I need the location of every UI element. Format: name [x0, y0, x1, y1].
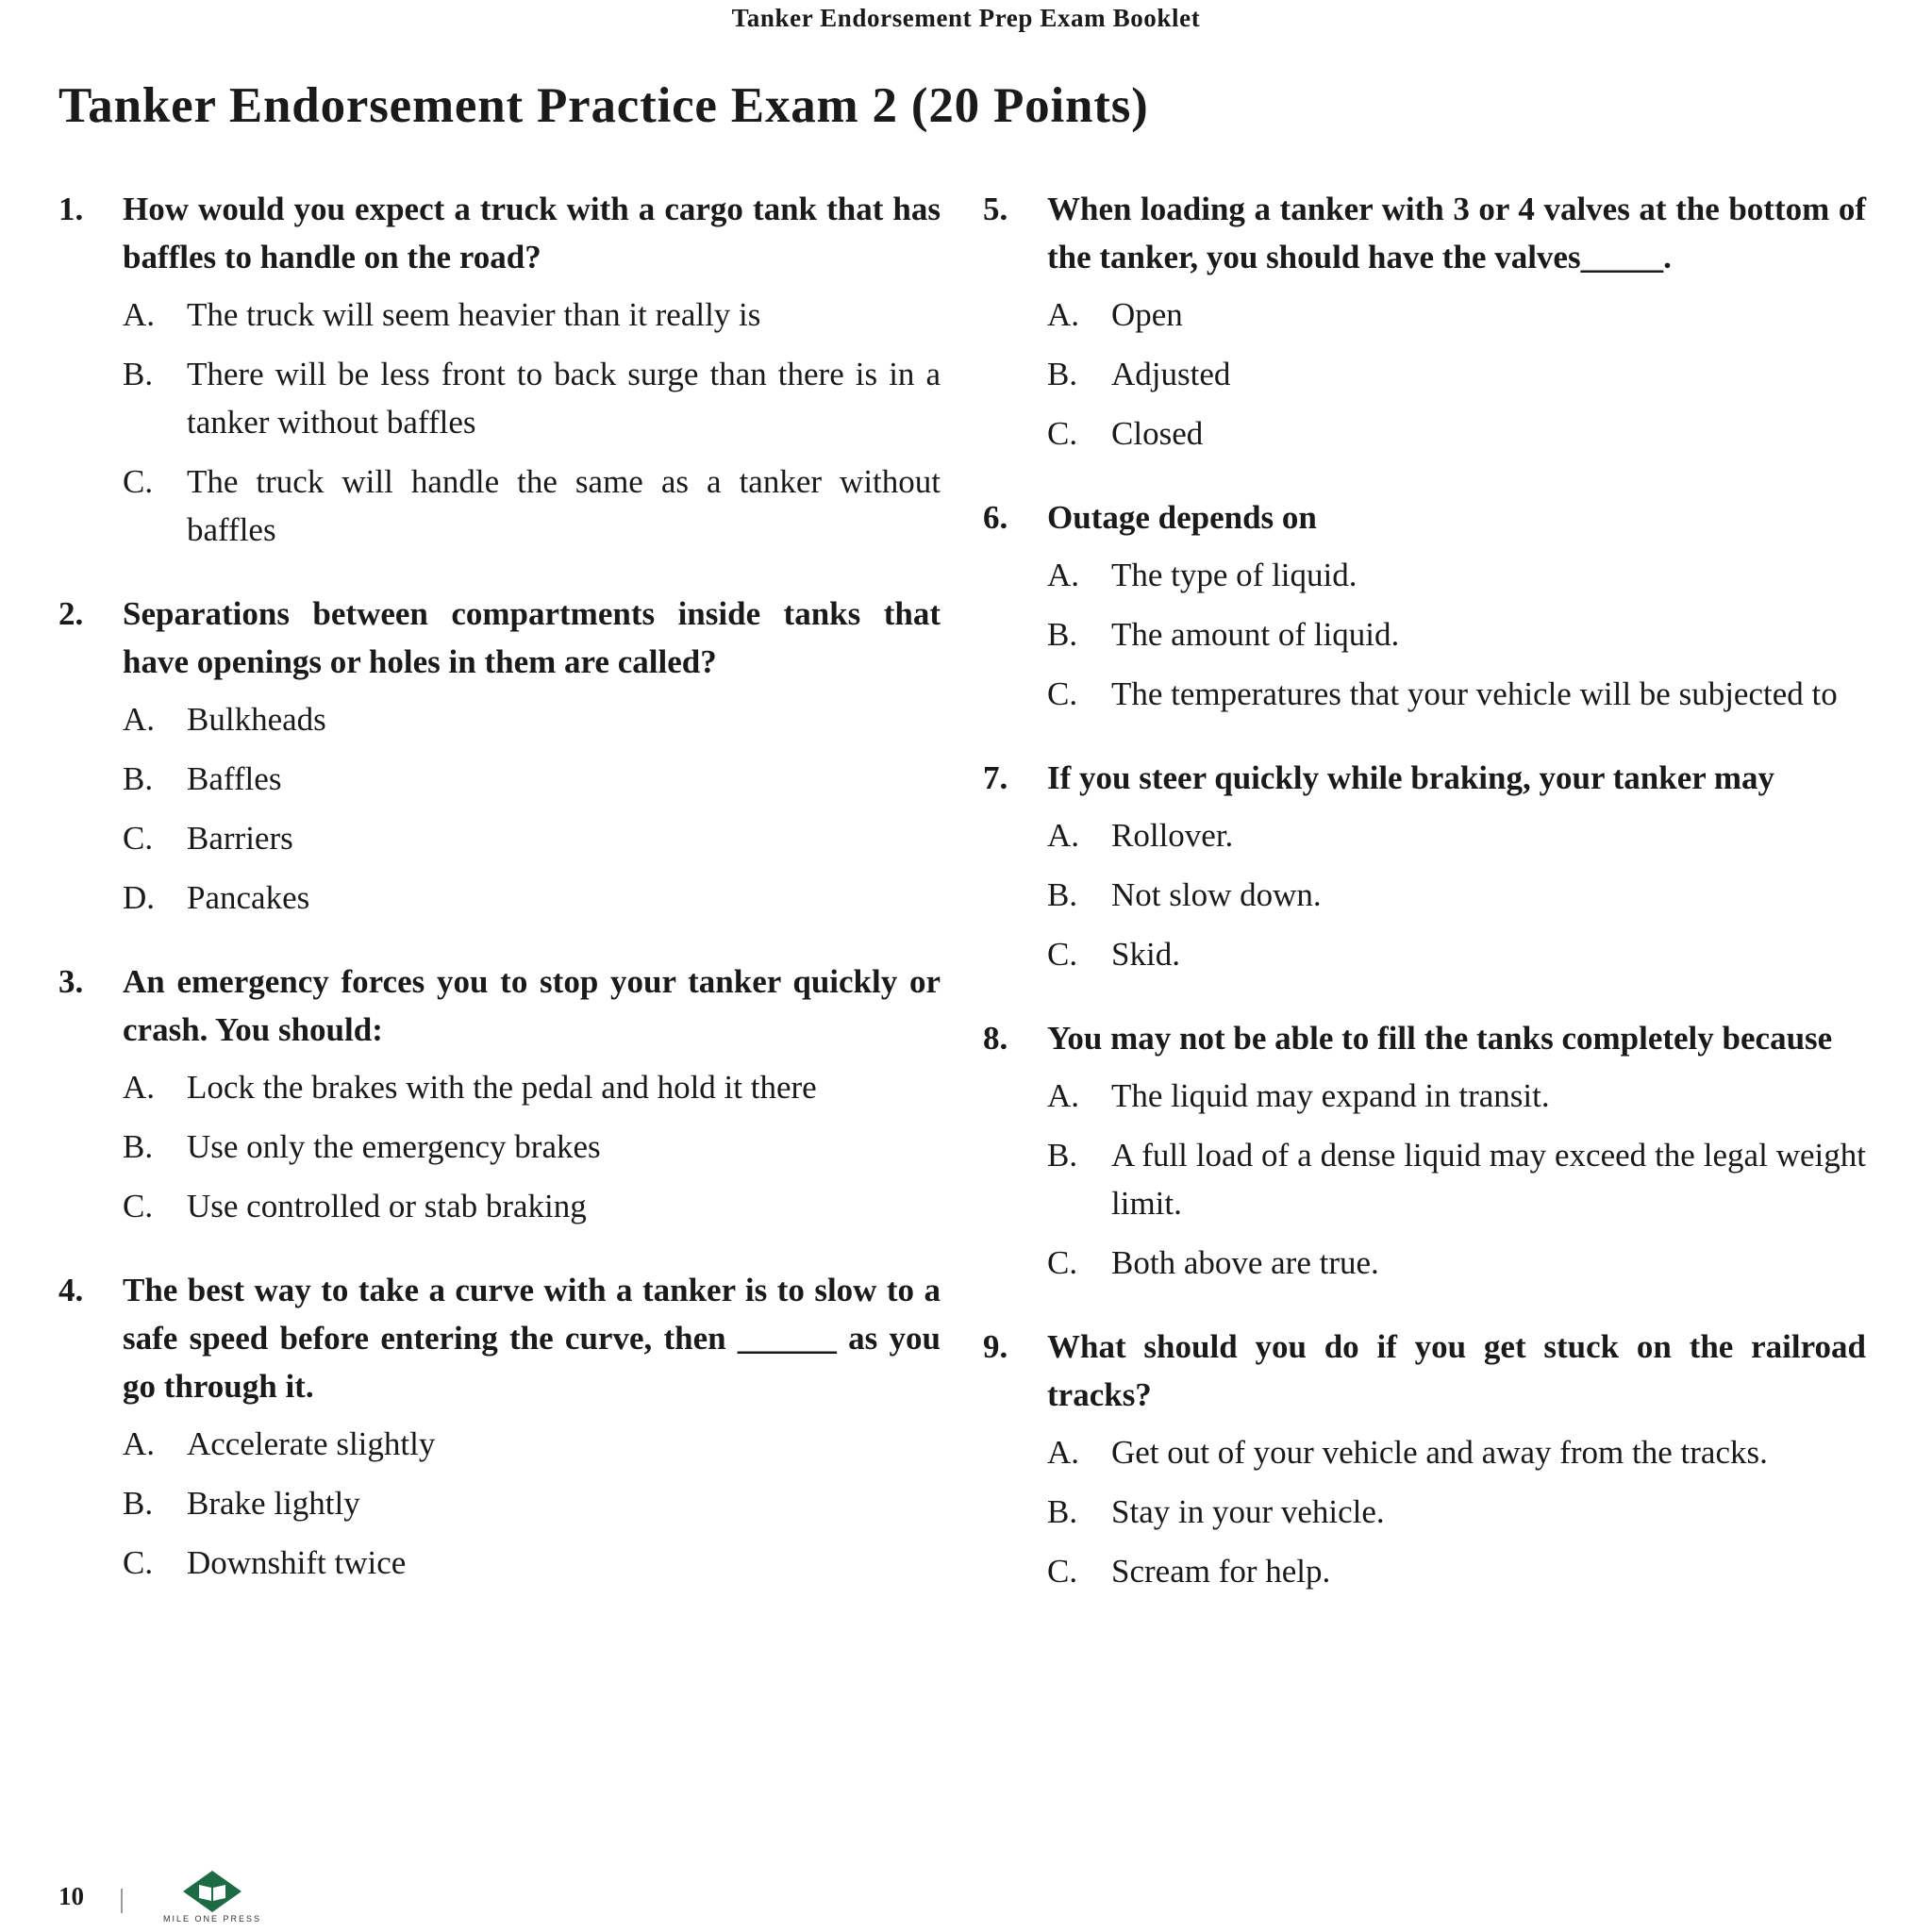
- answer-option: [123, 1063, 941, 1111]
- answer-option: [1047, 811, 1866, 859]
- answer-option: [123, 458, 941, 554]
- answer-option: [1047, 409, 1866, 458]
- option-letter: C.: [1047, 936, 1078, 973]
- question-text: Separations between compartments inside tanks that have openings or holes in them are called?: [123, 595, 941, 680]
- answer-options: [983, 1072, 1866, 1287]
- option-text: Use only the emergency brakes: [187, 1128, 601, 1165]
- option-text: The temperatures that your vehicle will be subjected to: [1111, 675, 1838, 712]
- publisher-name: MILE ONE PRESS: [162, 1914, 262, 1924]
- question-number: 5.: [983, 191, 1008, 227]
- question-text: The best way to take a curve with a tanker is to slow to a safe speed before entering the curve, then ______ as you go through it.: [123, 1272, 941, 1405]
- answer-option: [1047, 551, 1866, 599]
- answer-options: [58, 291, 941, 554]
- footer-divider: [121, 1889, 123, 1913]
- question-number: 1.: [58, 191, 84, 227]
- answer-option: [123, 1182, 941, 1230]
- question: [983, 493, 1866, 718]
- answer-option: [1047, 1488, 1866, 1536]
- book-emblem-icon: [181, 1870, 243, 1913]
- option-letter: C.: [1047, 675, 1078, 712]
- answer-option: [123, 1539, 941, 1587]
- question: [58, 958, 941, 1230]
- answer-options: [983, 1428, 1866, 1595]
- question-text: How would you expect a truck with a cargo tank that has baffles to handle on the road?: [123, 191, 941, 275]
- question: [983, 754, 1866, 978]
- answer-option: [1047, 1239, 1866, 1287]
- option-text: The amount of liquid.: [1111, 616, 1400, 653]
- option-text: A full load of a dense liquid may exceed the legal weight limit.: [1111, 1137, 1866, 1222]
- option-text: Downshift twice: [187, 1544, 407, 1581]
- option-text: Bulkheads: [187, 701, 326, 738]
- question-text: You may not be able to fill the tanks completely because: [1047, 1020, 1833, 1057]
- option-letter: A.: [1047, 296, 1080, 333]
- answer-option: [123, 874, 941, 922]
- option-letter: D.: [123, 879, 156, 916]
- option-letter: B.: [123, 356, 154, 392]
- page-number: 10: [58, 1882, 84, 1910]
- option-text: Adjusted: [1111, 356, 1231, 392]
- question-number: 4.: [58, 1272, 84, 1308]
- question: [983, 1323, 1866, 1595]
- option-letter: C.: [1047, 415, 1078, 452]
- option-text: Accelerate slightly: [187, 1425, 436, 1462]
- option-text: There will be less front to back surge than there is in a tanker without baffles: [187, 356, 941, 441]
- question-number: 7.: [983, 759, 1008, 796]
- question: [983, 1014, 1866, 1287]
- question-text: If you steer quickly while braking, your tanker may: [1047, 759, 1775, 796]
- answer-options: [58, 1063, 941, 1230]
- option-text: Get out of your vehicle and away from the tracks.: [1111, 1434, 1768, 1471]
- option-text: Use controlled or stab braking: [187, 1188, 587, 1224]
- question-number: 9.: [983, 1328, 1008, 1365]
- option-text: Barriers: [187, 820, 293, 857]
- answer-option: [1047, 871, 1866, 919]
- option-letter: B.: [1047, 616, 1078, 653]
- option-letter: A.: [1047, 1434, 1080, 1471]
- option-text: Rollover.: [1111, 817, 1234, 854]
- question-text: An emergency forces you to stop your tanker quickly or crash. You should:: [123, 963, 941, 1048]
- option-letter: A.: [123, 1069, 156, 1106]
- answer-option: [1047, 930, 1866, 978]
- answer-option: [123, 695, 941, 743]
- answer-option: [1047, 1428, 1866, 1476]
- option-letter: A.: [1047, 1077, 1080, 1114]
- option-text: Skid.: [1111, 936, 1180, 973]
- answer-option: [123, 1123, 941, 1171]
- option-text: The truck will handle the same as a tanker without baffles: [187, 463, 941, 548]
- question: [58, 185, 941, 554]
- option-text: The truck will seem heavier than it really is: [187, 296, 761, 333]
- answer-option: [123, 1420, 941, 1468]
- option-letter: B.: [123, 1128, 154, 1165]
- option-letter: C.: [1047, 1244, 1078, 1281]
- option-text: Brake lightly: [187, 1485, 360, 1522]
- answer-options: [58, 695, 941, 922]
- option-letter: C.: [123, 1544, 154, 1581]
- question-number: 2.: [58, 595, 84, 632]
- question: [58, 590, 941, 922]
- option-text: Lock the brakes with the pedal and hold it there: [187, 1069, 817, 1106]
- question-number: 6.: [983, 499, 1008, 536]
- option-text: Not slow down.: [1111, 876, 1322, 913]
- running-header: Tanker Endorsement Prep Exam Booklet: [731, 4, 1201, 32]
- question-number: 8.: [983, 1020, 1008, 1057]
- answer-option: [1047, 291, 1866, 339]
- answer-option: [123, 291, 941, 339]
- option-letter: A.: [123, 701, 156, 738]
- answer-option: [1047, 1072, 1866, 1120]
- answer-options: [58, 1420, 941, 1587]
- answer-options: [983, 551, 1866, 718]
- option-text: Closed: [1111, 415, 1204, 452]
- questions-column-left: [58, 185, 941, 1623]
- answer-option: [123, 1479, 941, 1527]
- question-text: Outage depends on: [1047, 499, 1317, 536]
- answer-option: [123, 350, 941, 446]
- option-letter: B.: [123, 1485, 154, 1522]
- question-number: 3.: [58, 963, 84, 1000]
- answer-option: [123, 755, 941, 803]
- option-letter: B.: [1047, 876, 1078, 913]
- answer-option: [1047, 610, 1866, 658]
- option-letter: B.: [1047, 1493, 1078, 1530]
- option-letter: A.: [1047, 817, 1080, 854]
- option-letter: A.: [123, 1425, 156, 1462]
- option-text: Baffles: [187, 760, 282, 797]
- option-letter: C.: [123, 1188, 154, 1224]
- page-title: Tanker Endorsement Practice Exam 2 (20 Points): [58, 78, 1149, 133]
- question: [983, 185, 1866, 458]
- option-text: Stay in your vehicle.: [1111, 1493, 1385, 1530]
- question: [58, 1266, 941, 1587]
- option-text: The type of liquid.: [1111, 557, 1357, 593]
- publisher-logo: [151, 1870, 274, 1932]
- option-letter: A.: [123, 296, 156, 333]
- option-letter: B.: [1047, 356, 1078, 392]
- option-text: Pancakes: [187, 879, 310, 916]
- option-letter: C.: [1047, 1553, 1078, 1590]
- answer-options: [983, 811, 1866, 978]
- answer-option: [1047, 350, 1866, 398]
- option-letter: C.: [123, 463, 154, 500]
- answer-option: [123, 814, 941, 862]
- option-text: The liquid may expand in transit.: [1111, 1077, 1550, 1114]
- option-letter: B.: [1047, 1137, 1078, 1174]
- questions-column-right: [983, 185, 1866, 1631]
- option-text: Both above are true.: [1111, 1244, 1379, 1281]
- option-letter: A.: [1047, 557, 1080, 593]
- option-text: Open: [1111, 296, 1183, 333]
- option-text: Scream for help.: [1111, 1553, 1331, 1590]
- option-letter: B.: [123, 760, 154, 797]
- answer-options: [983, 291, 1866, 458]
- answer-option: [1047, 1547, 1866, 1595]
- question-text: What should you do if you get stuck on the railroad tracks?: [1047, 1328, 1866, 1413]
- answer-option: [1047, 1131, 1866, 1227]
- question-text: When loading a tanker with 3 or 4 valves at the bottom of the tanker, you should have the valves_____.: [1047, 191, 1866, 275]
- answer-option: [1047, 670, 1866, 718]
- option-letter: C.: [123, 820, 154, 857]
